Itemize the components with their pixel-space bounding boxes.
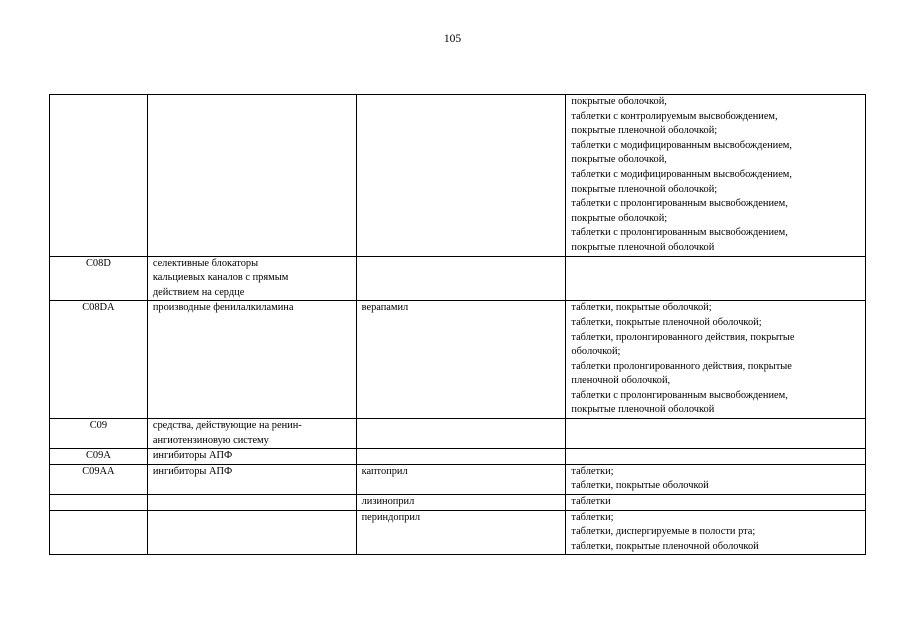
group-cell <box>147 301 356 419</box>
group-line: средства, действующие на ренин- <box>152 420 302 432</box>
table-row <box>50 495 866 511</box>
dosage-form-cell <box>566 256 866 301</box>
dosage-form-line: таблетки, покрытые пленочной оболочкой <box>571 540 759 552</box>
page-number: 105 <box>443 33 462 45</box>
drug-name: верапамил <box>361 302 409 314</box>
dosage-form-line: покрытые пленочной оболочкой <box>571 241 715 253</box>
table-row <box>50 510 866 555</box>
table-row <box>50 301 866 419</box>
dosage-form-line: оболочкой; <box>571 346 621 358</box>
atc-code: C09AA <box>82 465 115 477</box>
group-cell <box>147 449 356 465</box>
dosage-form-line: таблетки с модифицированным высвобождением, <box>571 139 792 151</box>
dosage-form-cell <box>566 301 866 419</box>
group-line: действием на сердце <box>152 286 245 298</box>
dosage-form-line: таблетки <box>571 496 611 508</box>
group-line: селективные блокаторы <box>152 257 259 269</box>
dosage-form-cell <box>566 449 866 465</box>
dosage-form-line: таблетки с пролонгированным высвобождением, <box>571 198 788 210</box>
dosage-form-cell <box>566 495 866 511</box>
drug-name: каптоприл <box>361 465 408 477</box>
atc-code-cell <box>50 301 148 419</box>
dosage-form-line: таблетки, пролонгированного действия, покрытые <box>571 331 795 343</box>
group-line: ингибиторы АПФ <box>152 465 233 477</box>
atc-code-cell <box>50 449 148 465</box>
drug-cell <box>356 419 566 449</box>
dosage-form-line: покрытые пленочной оболочкой; <box>571 125 718 137</box>
group-line: ингибиторы АПФ <box>152 450 233 462</box>
atc-code: C08D <box>86 257 111 269</box>
dosage-form-line: таблетки; <box>571 465 614 477</box>
table-row <box>50 419 866 449</box>
atc-code-cell <box>50 510 148 555</box>
table-row <box>50 464 866 494</box>
atc-code: C09 <box>89 420 108 432</box>
dosage-form-line: покрытые пленочной оболочкой <box>571 404 715 416</box>
drug-cell <box>356 256 566 301</box>
atc-code-cell <box>50 464 148 494</box>
group-line: производные фенилалкиламина <box>152 302 294 314</box>
dosage-form-line: таблетки, диспергируемые в полости рта; <box>571 526 756 538</box>
dosage-form-line: таблетки с пролонгированным высвобождением, <box>571 227 788 239</box>
drug-cell <box>356 95 566 257</box>
dosage-form-line: таблетки с контролируемым высвобождением, <box>571 110 778 122</box>
drug-cell <box>356 464 566 494</box>
group-cell <box>147 256 356 301</box>
drug-cell <box>356 495 566 511</box>
atc-code-cell <box>50 419 148 449</box>
dosage-form-cell <box>566 510 866 555</box>
dosage-form-line: таблетки; <box>571 511 614 523</box>
drug-name: периндоприл <box>361 511 421 523</box>
drug-name: лизиноприл <box>361 496 415 508</box>
atc-code-cell <box>50 495 148 511</box>
dosage-form-line: таблетки, покрытые пленочной оболочкой; <box>571 316 762 328</box>
dosage-form-line: таблетки пролонгированного действия, покрытые <box>571 360 792 372</box>
atc-code: C08DA <box>82 302 115 314</box>
dosage-form-cell <box>566 419 866 449</box>
group-cell <box>147 510 356 555</box>
dosage-form-line: покрытые оболочкой, <box>571 96 667 107</box>
atc-code-cell <box>50 95 148 257</box>
atc-code: C09A <box>86 450 111 462</box>
dosage-form-line: таблетки, покрытые оболочкой <box>571 480 709 492</box>
group-line: кальциевых каналов с прямым <box>152 272 289 284</box>
dosage-form-line: таблетки с модифицированным высвобождением, <box>571 168 792 180</box>
table-row <box>50 256 866 301</box>
dosage-form-line: пленочной оболочкой, <box>571 375 671 387</box>
dosage-form-line: таблетки с пролонгированным высвобождением, <box>571 389 788 401</box>
table-row <box>50 95 866 257</box>
table-row <box>50 449 866 465</box>
dosage-form-cell <box>566 464 866 494</box>
dosage-form-line: покрытые оболочкой, <box>571 154 667 166</box>
dosage-form-line: таблетки, покрытые оболочкой; <box>571 302 712 314</box>
group-cell <box>147 464 356 494</box>
atc-code-cell <box>50 256 148 301</box>
drug-cell <box>356 449 566 465</box>
group-cell <box>147 495 356 511</box>
group-cell <box>147 95 356 257</box>
dosage-form-line: покрытые оболочкой; <box>571 212 668 224</box>
drug-cell <box>356 301 566 419</box>
dosage-form-cell <box>566 95 866 257</box>
group-cell <box>147 419 356 449</box>
drug-table <box>49 94 866 555</box>
drug-cell <box>356 510 566 555</box>
dosage-form-line: покрытые пленочной оболочкой; <box>571 183 718 195</box>
group-line: ангиотензиновую систему <box>152 434 269 446</box>
